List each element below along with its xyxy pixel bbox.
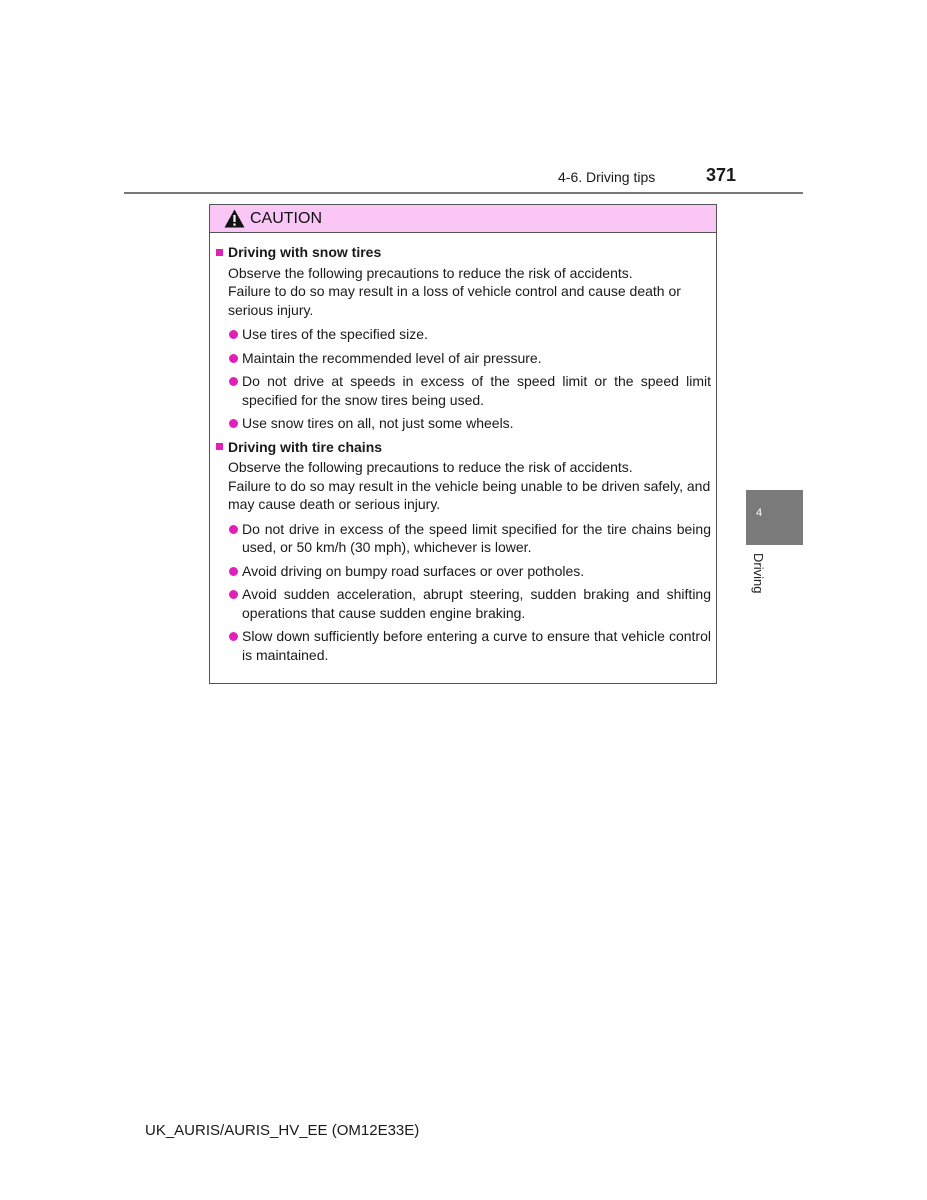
chapter-label: Driving xyxy=(751,553,766,594)
bullet-list xyxy=(216,520,711,665)
list-item xyxy=(229,585,711,622)
list-item xyxy=(229,520,711,557)
dot-icon xyxy=(229,632,238,641)
section-intro xyxy=(216,264,711,320)
chapter-number: 4 xyxy=(756,507,763,519)
list-item-text: Slow down sufficiently before entering a curve to ensure that vehicle control is maintained. xyxy=(242,628,711,663)
chapter-tab[interactable] xyxy=(746,490,803,545)
header-section: 4-6. Driving tips xyxy=(558,169,656,185)
intro-text: Observe the following precautions to reduce the risk of accidents. Failure to do so may result in a loss of vehicle control and cause death or serious injury. xyxy=(228,264,681,318)
header-rule xyxy=(124,192,803,194)
dot-icon xyxy=(229,354,238,363)
intro-text: Observe the following precautions to reduce the risk of accidents. Failure to do so may result in the vehicle being unable to be driven safely, and may cause death or serious injury. xyxy=(228,459,711,512)
dot-icon xyxy=(229,525,238,534)
footer-document-code: UK_AURIS/AURIS_HV_EE (OM12E33E) xyxy=(145,1122,420,1139)
section-tire-chains xyxy=(216,438,711,665)
dot-icon xyxy=(229,419,238,428)
section-heading xyxy=(216,438,711,457)
list-item xyxy=(229,627,711,664)
page-number: 371 xyxy=(706,165,737,185)
square-icon xyxy=(216,443,223,450)
caution-box xyxy=(209,204,717,684)
list-item-text: Use tires of the specified size. xyxy=(242,326,428,342)
section-heading-text: Driving with tire chains xyxy=(228,438,383,455)
warning-triangle-icon xyxy=(224,209,245,228)
square-icon xyxy=(216,249,223,256)
bullet-list xyxy=(216,325,711,433)
dot-icon xyxy=(229,330,238,339)
list-item xyxy=(229,325,711,344)
dot-icon xyxy=(229,377,238,386)
list-item-text: Use snow tires on all, not just some wheels. xyxy=(242,415,514,431)
section-intro xyxy=(216,458,711,514)
dot-icon xyxy=(229,590,238,599)
section-heading xyxy=(216,243,711,262)
list-item xyxy=(229,414,711,433)
list-item-text: Avoid driving on bumpy road surfaces or over potholes. xyxy=(242,562,585,579)
dot-icon xyxy=(229,567,238,576)
list-item-text: Do not drive in excess of the speed limit specified for the tire chains being used, or 50 km/h (30 mph), whichever is lower. xyxy=(242,520,711,555)
caution-body xyxy=(210,233,716,664)
list-item-text: Do not drive at speeds in excess of the speed limit or the speed limit specified for the snow tires being used. xyxy=(242,373,711,408)
caution-title: CAUTION xyxy=(250,209,322,227)
caution-header xyxy=(210,205,716,233)
list-item xyxy=(229,349,711,368)
list-item xyxy=(229,562,711,581)
list-item-text: Avoid sudden acceleration, abrupt steering, sudden braking and shifting operations that cause sudden engine braking. xyxy=(242,586,711,621)
section-heading-text: Driving with snow tires xyxy=(228,244,382,260)
section-snow-tires xyxy=(216,243,711,433)
list-item xyxy=(229,372,711,409)
list-item-text: Maintain the recommended level of air pressure. xyxy=(242,349,542,366)
